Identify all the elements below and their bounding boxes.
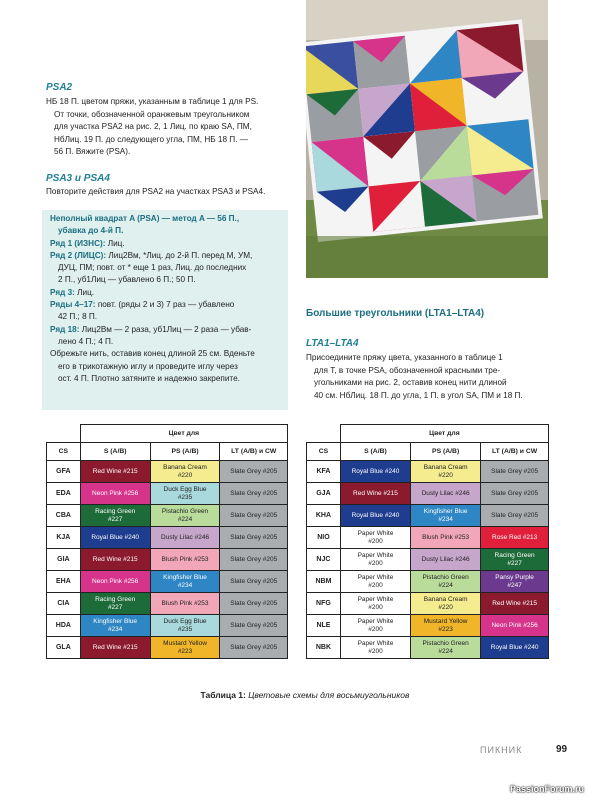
swatch-label: Slate Grey #205 [230, 577, 278, 585]
swatch-label: Slate Grey #205 [230, 467, 278, 475]
table-row [307, 527, 549, 549]
blanket-photo [306, 0, 548, 278]
color-swatch [340, 461, 410, 483]
column-header: LT (A/B) и CW [220, 443, 288, 461]
swatch-label: Slate Grey #205 [230, 643, 278, 651]
blanket-illustration [306, 0, 548, 278]
swatch-label: Royal Blue #240 [490, 643, 539, 651]
instruction-text: 42 П.; 8 П. [58, 312, 98, 322]
instruction-label: убавка до 4-й П. [58, 226, 124, 236]
color-swatch [411, 461, 481, 483]
color-scheme-code: KHA [307, 505, 341, 527]
swatch-label: Slate Grey #205 [491, 489, 539, 497]
swatch-label: Duck Egg Blue #235 [163, 617, 207, 633]
color-swatch [80, 505, 150, 527]
color-swatch [150, 505, 220, 527]
color-scheme-code: GFA [47, 461, 81, 483]
swatch-label: Pansy Purple #247 [495, 573, 534, 589]
lta-line: Присоедините пряжу цвета, указанного в таблице 1 [306, 353, 503, 362]
swatch-label: Slate Grey #205 [230, 555, 278, 563]
color-swatch [220, 637, 288, 659]
color-swatch [411, 571, 481, 593]
psa34-paragraph [46, 186, 296, 199]
swatch-label: Mustard Yellow #223 [163, 639, 207, 655]
caption-label: Таблица 1: [200, 690, 246, 700]
color-scheme-code: GIA [47, 549, 81, 571]
color-swatch [411, 483, 481, 505]
instruction-text: Лиц. [74, 287, 95, 297]
swatch-label: Racing Green #227 [95, 507, 136, 523]
color-swatch [220, 615, 288, 637]
color-swatch [481, 615, 549, 637]
color-swatch [150, 637, 220, 659]
psa2-line: 56 П. Вяжите (PSA). [54, 147, 131, 157]
swatch-label: Red Wine #215 [92, 555, 138, 563]
color-swatch [150, 483, 220, 505]
table-row [47, 461, 288, 483]
table-row [307, 549, 549, 571]
swatch-label: Kingfisher Blue #234 [423, 507, 468, 523]
color-scheme-code: KFA [307, 461, 341, 483]
color-scheme-code: CIA [47, 593, 81, 615]
color-swatch [340, 505, 410, 527]
instruction-line [50, 361, 286, 373]
group-header: Цвет для [80, 425, 287, 443]
swatch-label: Dusty Lilac #246 [161, 533, 210, 541]
swatch-label: Neon Pink #256 [92, 489, 139, 497]
instruction-text: повт. (ряды 2 и 3) 7 раз — убавлено [95, 300, 235, 310]
swatch-label: Blush Pink #253 [422, 533, 470, 541]
swatch-label: Mustard Yellow #223 [423, 617, 468, 633]
swatch-label: Royal Blue #240 [91, 533, 140, 541]
instruction-label: Ряд 2 (ЛИЦС): [50, 250, 107, 260]
color-table-left [46, 424, 288, 659]
watermark: PassionForum.ru [510, 784, 585, 794]
table-row [307, 615, 549, 637]
color-scheme-code: NLE [307, 615, 341, 637]
instruction-text: Обрежьте нить, оставив конец длиной 25 см. Вденьте [50, 349, 255, 359]
color-swatch [481, 571, 549, 593]
lta-line: 40 см. НбЛиц. 18 П. до угла, 1 П. в угол SA, ПМ и 18 П. [314, 390, 523, 400]
color-swatch [150, 571, 220, 593]
psa34-title: PSA3 и PSA4 [46, 173, 110, 184]
swatch-label: Paper White #200 [357, 573, 394, 589]
column-header: CS [307, 443, 341, 461]
instruction-text: ост. 4 П. Плотно затяните и надежно закрепите. [58, 373, 240, 383]
swatch-label: Slate Grey #205 [230, 621, 278, 629]
table-row [47, 637, 288, 659]
color-scheme-code: HDA [47, 615, 81, 637]
swatch-label: Pistachio Green #224 [422, 639, 469, 655]
instruction-line [50, 238, 286, 250]
color-swatch [340, 549, 410, 571]
color-swatch [220, 505, 288, 527]
caption-text: Цветовые схемы для восьмиугольников [245, 690, 410, 700]
color-swatch [481, 483, 549, 505]
color-scheme-code: NIO [307, 527, 341, 549]
color-swatch [80, 527, 150, 549]
table-row [47, 593, 288, 615]
instruction-text: Лиц. [105, 238, 125, 248]
color-scheme-code: NBM [307, 571, 341, 593]
color-swatch [411, 637, 481, 659]
swatch-label: Banana Cream #220 [423, 463, 468, 479]
swatch-label: Neon Pink #256 [92, 577, 139, 585]
color-swatch [340, 593, 410, 615]
swatch-label: Red Wine #215 [92, 467, 138, 475]
instruction-text: Лиц2Вм, *Лиц. до 2-й П. перед М, УМ, [106, 250, 253, 260]
color-scheme-code: EDA [47, 483, 81, 505]
color-scheme-code: GLA [47, 637, 81, 659]
column-header: PS (A/B) [411, 443, 481, 461]
color-swatch [220, 549, 288, 571]
group-header: Цвет для [340, 425, 548, 443]
color-swatch [481, 549, 549, 571]
psa34-line: Повторите действия для PSA2 на участках PSA3 и PSA4. [46, 187, 266, 196]
color-swatch [80, 483, 150, 505]
color-scheme-code: CBA [47, 505, 81, 527]
color-swatch [150, 461, 220, 483]
color-swatch [150, 615, 220, 637]
psa2-line: для участка PSA2 на рис. 2, 1 Лиц. по краю SA, ПМ, [54, 122, 252, 132]
table-row [307, 461, 549, 483]
color-swatch [80, 593, 150, 615]
table-row [307, 483, 549, 505]
color-scheme-code: KJA [47, 527, 81, 549]
swatch-label: Paper White #200 [357, 639, 394, 655]
instruction-line [50, 311, 286, 323]
partial-square-instructions [50, 213, 286, 385]
instruction-line [50, 324, 286, 336]
swatch-label: Kingfisher Blue #234 [163, 573, 207, 589]
color-table-right [306, 424, 549, 659]
swatch-label: Blush Pink #253 [161, 555, 209, 563]
color-swatch [340, 483, 410, 505]
color-swatch [220, 527, 288, 549]
lta-line: угольниками на рис. 2, оставив конец нити длиной [314, 378, 507, 388]
color-swatch [481, 461, 549, 483]
psa2-line: НбЛиц. 19 П. до следующего угла, ПМ, НБ 18 П. — [54, 134, 248, 144]
color-swatch [340, 527, 410, 549]
instruction-line [50, 299, 286, 311]
color-swatch [80, 637, 150, 659]
swatch-label: Kingfisher Blue #234 [93, 617, 138, 633]
color-swatch [220, 571, 288, 593]
column-header: S (A/B) [80, 443, 150, 461]
swatch-label: Red Wine #215 [492, 599, 538, 607]
swatch-label: Paper White #200 [357, 617, 394, 633]
instruction-line [50, 262, 286, 274]
color-swatch [481, 593, 549, 615]
swatch-label: Slate Grey #205 [230, 511, 278, 519]
swatch-label: Pistachio Green #224 [161, 507, 209, 523]
lta-line: для Т, в точке PSA, обозначенной красными тре- [314, 365, 501, 375]
instruction-text: его в трикотажную иглу и проведите иглу через [58, 361, 238, 371]
swatch-label: Royal Blue #240 [351, 467, 400, 475]
color-scheme-code: NFG [307, 593, 341, 615]
color-scheme-code: NBK [307, 637, 341, 659]
table-row [47, 549, 288, 571]
instruction-text: лено 4 П.; 4 П. [58, 336, 114, 346]
color-scheme-code: GJA [307, 483, 341, 505]
swatch-label: Banana Cream #220 [423, 595, 468, 611]
column-header: S (A/B) [340, 443, 410, 461]
swatch-label: Racing Green #227 [494, 551, 535, 567]
column-header: PS (A/B) [150, 443, 220, 461]
table-row [47, 527, 288, 549]
instruction-line [50, 213, 286, 225]
table-row [47, 505, 288, 527]
table-row [307, 571, 549, 593]
instruction-line [50, 336, 286, 348]
color-swatch [220, 461, 288, 483]
color-swatch [340, 615, 410, 637]
lta-subtitle: LTA1–LTA4 [306, 338, 359, 349]
swatch-label: Slate Grey #205 [491, 467, 539, 475]
swatch-label: Rose Red #213 [492, 533, 538, 541]
instruction-label: Ряды 4–17: [50, 300, 96, 310]
table-row [307, 637, 549, 659]
instruction-line [50, 348, 286, 360]
table-row [307, 505, 549, 527]
instruction-label: Неполный квадрат A (PSA) — метод A — 56 П., [50, 214, 240, 223]
partial-square-box [42, 210, 288, 410]
swatch-label: Racing Green #227 [95, 595, 136, 611]
table-caption [0, 690, 610, 700]
psa2-line: От точки, обозначенной оранжевым треугольником [54, 109, 250, 119]
lta-heading: Большие треугольники (LTA1–LTA4) [306, 308, 485, 319]
instruction-text: ДУЦ, ПМ; повт. от * еще 1 раз, Лиц. до последних [58, 263, 247, 273]
color-swatch [150, 549, 220, 571]
swatch-label: Paper White #200 [357, 551, 394, 567]
color-swatch [80, 549, 150, 571]
table-row [307, 593, 549, 615]
color-swatch [411, 593, 481, 615]
column-header: CS [47, 443, 81, 461]
swatch-label: Slate Grey #205 [230, 489, 278, 497]
swatch-label: Duck Egg Blue #235 [163, 485, 207, 501]
swatch-label: Dusty Lilac #246 [421, 555, 470, 563]
instruction-line [50, 373, 286, 385]
color-swatch [80, 571, 150, 593]
instruction-label: Ряд 18: [50, 324, 80, 334]
instruction-label: Ряд 1 (ИЗНС): [50, 238, 106, 248]
swatch-label: Dusty Lilac #246 [421, 489, 470, 497]
swatch-label: Slate Grey #205 [230, 599, 278, 607]
color-scheme-code: EHA [47, 571, 81, 593]
swatch-label: Pistachio Green #224 [422, 573, 469, 589]
swatch-label: Paper White #200 [357, 595, 394, 611]
swatch-label: Neon Pink #256 [491, 621, 538, 629]
table-row [47, 571, 288, 593]
instruction-line [50, 225, 286, 237]
color-swatch [481, 527, 549, 549]
instruction-text: Лиц2Вм — 2 раза, уб1Лиц — 2 раза — убав- [79, 324, 252, 334]
color-swatch [220, 483, 288, 505]
swatch-label: Banana Cream #220 [163, 463, 207, 479]
swatch-label: Royal Blue #240 [351, 511, 400, 519]
column-header: LT (A/B) и CW [481, 443, 549, 461]
instruction-label: Ряд 3: [50, 287, 75, 297]
psa2-title: PSA2 [46, 82, 73, 93]
table-row [47, 615, 288, 637]
swatch-label: Blush Pink #253 [161, 599, 209, 607]
color-swatch [80, 615, 150, 637]
color-swatch [340, 637, 410, 659]
color-scheme-code: NJC [307, 549, 341, 571]
color-swatch [411, 549, 481, 571]
instruction-line [50, 274, 286, 286]
swatch-label: Slate Grey #205 [491, 511, 539, 519]
instruction-line [50, 287, 286, 299]
swatch-label: Slate Grey #205 [230, 533, 278, 541]
lta-paragraph [306, 352, 556, 402]
swatch-label: Red Wine #215 [353, 489, 398, 497]
color-swatch [150, 527, 220, 549]
color-swatch [411, 527, 481, 549]
page-number: 99 [556, 744, 568, 755]
psa2-paragraph [46, 96, 296, 159]
instruction-text: 2 П., уб1Лиц — убавлено 6 П.; 50 П. [58, 275, 196, 285]
color-swatch [481, 505, 549, 527]
color-swatch [411, 505, 481, 527]
color-swatch [411, 615, 481, 637]
psa2-line: НБ 18 П. цветом пряжи, указанным в таблице 1 для PS. [46, 97, 259, 106]
color-swatch [80, 461, 150, 483]
color-swatch [481, 637, 549, 659]
swatch-label: Red Wine #215 [92, 643, 138, 651]
color-swatch [220, 593, 288, 615]
instruction-line [50, 250, 286, 262]
swatch-label: Paper White #200 [357, 529, 394, 545]
table-row [47, 483, 288, 505]
section-label: ПИКНИК [480, 745, 523, 755]
color-swatch [150, 593, 220, 615]
color-swatch [340, 571, 410, 593]
